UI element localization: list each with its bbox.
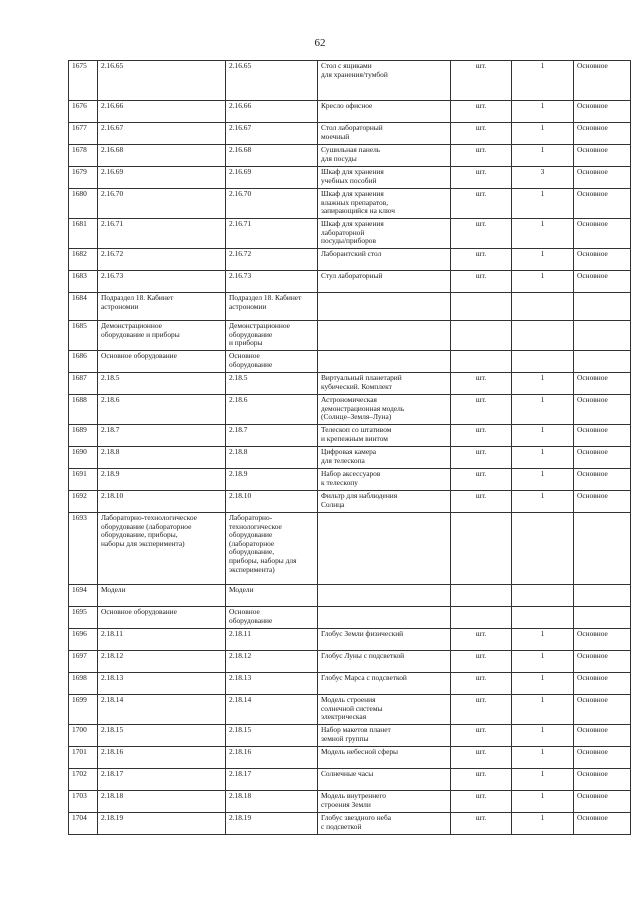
item-name: Глобус Земли физический [318, 629, 451, 651]
item-name: Цифровая камера для телескопа [318, 447, 451, 469]
row-number: 1697 [69, 651, 98, 673]
type-cell: Основное [574, 813, 631, 835]
type-cell [574, 585, 631, 607]
item-name [318, 293, 451, 321]
unit-cell: шт. [451, 249, 512, 271]
code-cell-2: Подраздел 18. Кабинет астрономии [226, 293, 318, 321]
item-name: Шкаф для хранения влажных препаратов, запирающийся на ключ [318, 189, 451, 219]
row-number: 1690 [69, 447, 98, 469]
table-row [69, 249, 631, 271]
code-cell-2: 2.18.8 [226, 447, 318, 469]
unit-cell: шт. [451, 101, 512, 123]
table-row [69, 585, 631, 607]
item-name: Астрономическая демонстрационная модель (Солнце–Земля–Луна) [318, 395, 451, 425]
table-row [69, 673, 631, 695]
quantity-cell [512, 293, 574, 321]
table-row [69, 791, 631, 813]
code-cell-2: Основное оборудование [226, 351, 318, 373]
code-cell: 2.16.68 [98, 145, 226, 167]
type-cell: Основное [574, 791, 631, 813]
code-cell: 2.18.8 [98, 447, 226, 469]
code-cell-2: 2.16.66 [226, 101, 318, 123]
unit-cell: шт. [451, 695, 512, 725]
row-number: 1691 [69, 469, 98, 491]
quantity-cell: 1 [512, 61, 574, 101]
unit-cell: шт. [451, 651, 512, 673]
type-cell: Основное [574, 673, 631, 695]
row-number: 1703 [69, 791, 98, 813]
code-cell: 2.18.7 [98, 425, 226, 447]
item-name [318, 351, 451, 373]
item-name: Набор аксессуаров к телескопу [318, 469, 451, 491]
table-row [69, 725, 631, 747]
code-cell: 2.18.19 [98, 813, 226, 835]
type-cell: Основное [574, 469, 631, 491]
unit-cell: шт. [451, 447, 512, 469]
item-name: Стол с ящиками для хранения/тумбой [318, 61, 451, 101]
code-cell-2: 2.18.12 [226, 651, 318, 673]
quantity-cell: 1 [512, 189, 574, 219]
type-cell: Основное [574, 395, 631, 425]
row-number: 1678 [69, 145, 98, 167]
type-cell [574, 607, 631, 629]
quantity-cell: 1 [512, 791, 574, 813]
type-cell: Основное [574, 629, 631, 651]
table-row [69, 167, 631, 189]
code-cell: 2.18.14 [98, 695, 226, 725]
unit-cell: шт. [451, 271, 512, 293]
quantity-cell: 1 [512, 769, 574, 791]
table-row [69, 607, 631, 629]
unit-cell: шт. [451, 469, 512, 491]
table-row [69, 813, 631, 835]
table-row [69, 491, 631, 513]
item-name: Модель небесной сферы [318, 747, 451, 769]
quantity-cell: 1 [512, 673, 574, 695]
code-cell-2: 2.18.18 [226, 791, 318, 813]
item-name: Лаборантский стол [318, 249, 451, 271]
unit-cell [451, 585, 512, 607]
code-cell-2: 2.18.17 [226, 769, 318, 791]
row-number: 1704 [69, 813, 98, 835]
code-cell-2: 2.18.13 [226, 673, 318, 695]
row-number: 1701 [69, 747, 98, 769]
code-cell: 2.18.15 [98, 725, 226, 747]
row-number: 1680 [69, 189, 98, 219]
quantity-cell: 1 [512, 271, 574, 293]
table-row [69, 373, 631, 395]
table-row [69, 123, 631, 145]
unit-cell: шт. [451, 425, 512, 447]
row-number: 1689 [69, 425, 98, 447]
quantity-cell [512, 607, 574, 629]
quantity-cell [512, 513, 574, 585]
code-cell: Подраздел 18. Кабинет астрономии [98, 293, 226, 321]
row-number: 1699 [69, 695, 98, 725]
unit-cell [451, 321, 512, 351]
code-cell: 2.16.66 [98, 101, 226, 123]
type-cell: Основное [574, 725, 631, 747]
item-name [318, 321, 451, 351]
code-cell: Основное оборудование [98, 607, 226, 629]
code-cell: 2.18.5 [98, 373, 226, 395]
quantity-cell: 1 [512, 395, 574, 425]
code-cell-2: 2.18.10 [226, 491, 318, 513]
row-number: 1696 [69, 629, 98, 651]
item-name: Фильтр для наблюдения Солнца [318, 491, 451, 513]
unit-cell: шт. [451, 373, 512, 395]
row-number: 1692 [69, 491, 98, 513]
item-name: Стол лабораторный моечный [318, 123, 451, 145]
code-cell-2: 2.16.67 [226, 123, 318, 145]
quantity-cell [512, 585, 574, 607]
row-number: 1686 [69, 351, 98, 373]
row-number: 1694 [69, 585, 98, 607]
code-cell-2: 2.16.70 [226, 189, 318, 219]
quantity-cell: 1 [512, 145, 574, 167]
type-cell: Основное [574, 425, 631, 447]
item-name: Кресло офисное [318, 101, 451, 123]
table-row [69, 747, 631, 769]
table-row [69, 447, 631, 469]
code-cell: 2.18.12 [98, 651, 226, 673]
table-row [69, 351, 631, 373]
unit-cell: шт. [451, 769, 512, 791]
unit-cell [451, 351, 512, 373]
quantity-cell: 1 [512, 373, 574, 395]
row-number: 1684 [69, 293, 98, 321]
code-cell-2: 2.16.73 [226, 271, 318, 293]
table-row [69, 425, 631, 447]
table-row [69, 395, 631, 425]
type-cell: Основное [574, 189, 631, 219]
quantity-cell: 1 [512, 425, 574, 447]
code-cell-2: 2.18.11 [226, 629, 318, 651]
type-cell [574, 321, 631, 351]
code-cell-2: 2.18.9 [226, 469, 318, 491]
code-cell-2: 2.18.6 [226, 395, 318, 425]
table-row [69, 145, 631, 167]
code-cell-2: 2.18.5 [226, 373, 318, 395]
unit-cell: шт. [451, 491, 512, 513]
code-cell: Основное оборудование [98, 351, 226, 373]
code-cell: 2.18.10 [98, 491, 226, 513]
row-number: 1685 [69, 321, 98, 351]
code-cell: 2.18.9 [98, 469, 226, 491]
unit-cell: шт. [451, 61, 512, 101]
unit-cell: шт. [451, 725, 512, 747]
type-cell: Основное [574, 491, 631, 513]
quantity-cell: 1 [512, 447, 574, 469]
quantity-cell: 1 [512, 747, 574, 769]
unit-cell [451, 607, 512, 629]
table-row [69, 61, 631, 101]
quantity-cell: 1 [512, 725, 574, 747]
code-cell-2: 2.16.65 [226, 61, 318, 101]
type-cell: Основное [574, 447, 631, 469]
item-name: Солнечные часы [318, 769, 451, 791]
inventory-table [68, 60, 631, 835]
code-cell: 2.16.73 [98, 271, 226, 293]
table-row [69, 219, 631, 249]
unit-cell: шт. [451, 629, 512, 651]
item-name: Модель строения солнечной системы электрическая [318, 695, 451, 725]
code-cell-2: Модели [226, 585, 318, 607]
row-number: 1679 [69, 167, 98, 189]
table-row [69, 769, 631, 791]
item-name: Набор макетов планет земной группы [318, 725, 451, 747]
unit-cell: шт. [451, 813, 512, 835]
type-cell: Основное [574, 769, 631, 791]
unit-cell: шт. [451, 145, 512, 167]
code-cell-2: 2.16.68 [226, 145, 318, 167]
row-number: 1683 [69, 271, 98, 293]
quantity-cell [512, 351, 574, 373]
item-name: Глобус Луны с подсветкой [318, 651, 451, 673]
table-row [69, 651, 631, 673]
code-cell-2: 2.18.7 [226, 425, 318, 447]
code-cell-2: Демонстрационное оборудование и приборы [226, 321, 318, 351]
code-cell: Демонстрационное оборудование и приборы [98, 321, 226, 351]
code-cell-2: 2.18.19 [226, 813, 318, 835]
code-cell: 2.16.70 [98, 189, 226, 219]
type-cell: Основное [574, 219, 631, 249]
type-cell: Основное [574, 123, 631, 145]
type-cell: Основное [574, 101, 631, 123]
code-cell: 2.16.69 [98, 167, 226, 189]
unit-cell: шт. [451, 747, 512, 769]
code-cell: 2.16.67 [98, 123, 226, 145]
code-cell-2: 2.18.14 [226, 695, 318, 725]
type-cell: Основное [574, 145, 631, 167]
code-cell-2: 2.16.69 [226, 167, 318, 189]
code-cell-2: Лабораторно- технологическое оборудование (лабораторное оборудование, приборы, наборы для эксперимента) [226, 513, 318, 585]
quantity-cell: 1 [512, 695, 574, 725]
code-cell: 2.16.72 [98, 249, 226, 271]
item-name: Модель внутреннего строения Земли [318, 791, 451, 813]
row-number: 1677 [69, 123, 98, 145]
table-row [69, 513, 631, 585]
code-cell: 2.16.65 [98, 61, 226, 101]
type-cell: Основное [574, 249, 631, 271]
type-cell: Основное [574, 695, 631, 725]
table-row [69, 189, 631, 219]
quantity-cell: 1 [512, 249, 574, 271]
quantity-cell: 1 [512, 491, 574, 513]
unit-cell: шт. [451, 219, 512, 249]
inventory-rows [69, 61, 631, 835]
type-cell [574, 351, 631, 373]
table-row [69, 695, 631, 725]
unit-cell: шт. [451, 123, 512, 145]
quantity-cell: 1 [512, 813, 574, 835]
code-cell-2: 2.16.72 [226, 249, 318, 271]
type-cell: Основное [574, 167, 631, 189]
quantity-cell: 3 [512, 167, 574, 189]
type-cell: Основное [574, 61, 631, 101]
unit-cell [451, 513, 512, 585]
item-name [318, 585, 451, 607]
item-name: Шкаф для хранения лабораторной посуды/приборов [318, 219, 451, 249]
row-number: 1688 [69, 395, 98, 425]
code-cell: Лабораторно-технологическое оборудование (лабораторное оборудование, приборы, наборы для эксперимента) [98, 513, 226, 585]
unit-cell: шт. [451, 395, 512, 425]
table-row [69, 321, 631, 351]
quantity-cell: 1 [512, 101, 574, 123]
table-row [69, 629, 631, 651]
quantity-cell: 1 [512, 651, 574, 673]
code-cell: 2.18.16 [98, 747, 226, 769]
item-name [318, 513, 451, 585]
code-cell-2: 2.18.16 [226, 747, 318, 769]
code-cell: 2.18.18 [98, 791, 226, 813]
code-cell: 2.18.17 [98, 769, 226, 791]
row-number: 1675 [69, 61, 98, 101]
unit-cell: шт. [451, 189, 512, 219]
row-number: 1695 [69, 607, 98, 629]
type-cell: Основное [574, 271, 631, 293]
item-name: Глобус Марса с подсветкой [318, 673, 451, 695]
table-row [69, 271, 631, 293]
type-cell: Основное [574, 651, 631, 673]
type-cell [574, 293, 631, 321]
code-cell: 2.18.11 [98, 629, 226, 651]
row-number: 1682 [69, 249, 98, 271]
code-cell: 2.18.6 [98, 395, 226, 425]
code-cell: Модели [98, 585, 226, 607]
row-number: 1700 [69, 725, 98, 747]
item-name: Стул лабораторный [318, 271, 451, 293]
type-cell: Основное [574, 747, 631, 769]
row-number: 1676 [69, 101, 98, 123]
type-cell [574, 513, 631, 585]
quantity-cell: 1 [512, 123, 574, 145]
quantity-cell: 1 [512, 629, 574, 651]
page-number: 62 [314, 37, 326, 49]
code-cell-2: Основное оборудование [226, 607, 318, 629]
type-cell: Основное [574, 373, 631, 395]
unit-cell: шт. [451, 791, 512, 813]
code-cell: 2.18.13 [98, 673, 226, 695]
item-name: Телескоп со штативом и крепежным винтом [318, 425, 451, 447]
item-name: Сушильная панель для посуды [318, 145, 451, 167]
row-number: 1681 [69, 219, 98, 249]
item-name: Шкаф для хранения учебных пособий [318, 167, 451, 189]
unit-cell: шт. [451, 673, 512, 695]
item-name [318, 607, 451, 629]
unit-cell [451, 293, 512, 321]
row-number: 1687 [69, 373, 98, 395]
code-cell: 2.16.71 [98, 219, 226, 249]
table-row [69, 469, 631, 491]
quantity-cell: 1 [512, 469, 574, 491]
quantity-cell [512, 321, 574, 351]
code-cell-2: 2.18.15 [226, 725, 318, 747]
quantity-cell: 1 [512, 219, 574, 249]
code-cell-2: 2.16.71 [226, 219, 318, 249]
table-row [69, 101, 631, 123]
row-number: 1698 [69, 673, 98, 695]
row-number: 1693 [69, 513, 98, 585]
row-number: 1702 [69, 769, 98, 791]
item-name: Глобус звездного неба с подсветкой [318, 813, 451, 835]
unit-cell: шт. [451, 167, 512, 189]
table-row [69, 293, 631, 321]
item-name: Виртуальный планетарий кубический. Комплект [318, 373, 451, 395]
